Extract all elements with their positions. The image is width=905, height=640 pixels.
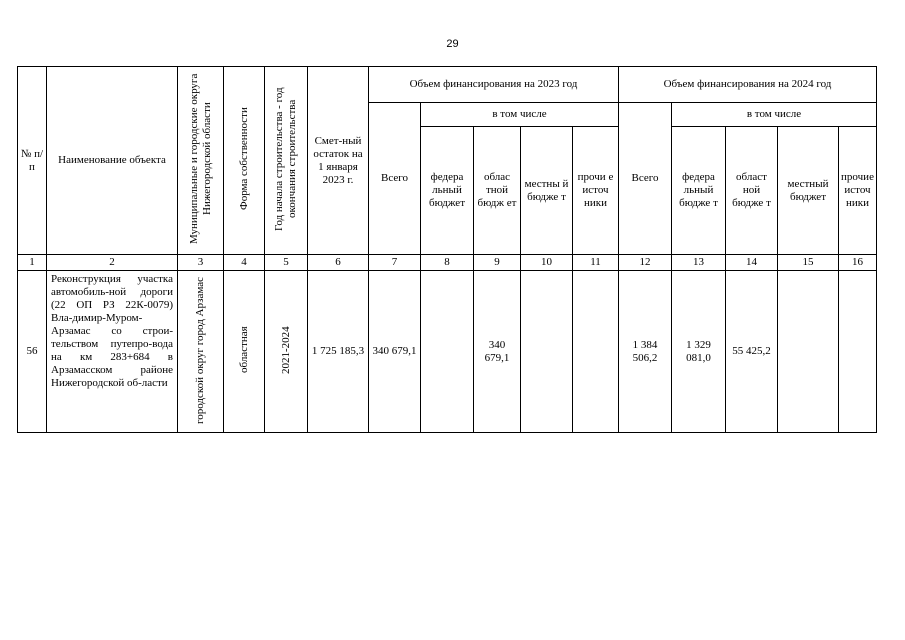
column-number: 14 — [726, 255, 778, 271]
header-fin-2023: Объем финансирования на 2023 год — [369, 67, 619, 103]
header-ownership: Форма собственности — [237, 107, 250, 210]
header-local-2024: местный бюджет — [778, 127, 839, 255]
row-federal-2024: 1 329 081,0 — [672, 271, 726, 433]
table-row — [18, 271, 877, 433]
column-number: 5 — [265, 255, 308, 271]
row-total-2024: 1 384 506,2 — [619, 271, 672, 433]
header-total-2023: Всего — [369, 103, 421, 255]
row-num: 56 — [18, 271, 47, 433]
column-number: 16 — [839, 255, 877, 271]
header-fin-2024: Объем финансирования на 2024 год — [619, 67, 877, 103]
row-total-2023: 340 679,1 — [369, 271, 421, 433]
column-number-row — [18, 255, 877, 271]
header-municipality: Муниципальные и городские округа Нижегородской области — [187, 73, 213, 244]
row-federal-2023 — [421, 271, 474, 433]
header-federal-2023: федера льный бюджет — [421, 127, 474, 255]
column-number: 15 — [778, 255, 839, 271]
header-including-2024: в том числе — [672, 103, 877, 127]
row-balance: 1 725 185,3 — [308, 271, 369, 433]
header-federal-2024: федера льный бюдже т — [672, 127, 726, 255]
column-number: 10 — [521, 255, 573, 271]
page-number: 29 — [446, 38, 459, 50]
header-local-2023: местны й бюдже т — [521, 127, 573, 255]
header-other-2024: прочие источ ники — [839, 127, 877, 255]
column-number: 9 — [474, 255, 521, 271]
column-number: 13 — [672, 255, 726, 271]
header-balance: Смет-ный остаток на 1 января 2023 г. — [308, 67, 369, 255]
column-number: 8 — [421, 255, 474, 271]
column-number: 3 — [178, 255, 224, 271]
column-number: 2 — [47, 255, 178, 271]
row-other-2024 — [839, 271, 877, 433]
row-municipality: городской округ город Арзамас — [194, 276, 206, 424]
column-number: 11 — [573, 255, 619, 271]
header-name: Наименование объекта — [47, 67, 178, 255]
column-number: 7 — [369, 255, 421, 271]
header-num: № п/п — [18, 67, 47, 255]
row-years: 2021-2024 — [279, 325, 292, 374]
financing-table — [17, 66, 877, 433]
row-object-name: Реконструкция участка автомобиль-ной дороги (22 ОП РЗ 22К-0079) Вла-димир-Муром-Арзамас со строи-тельством путепро-вода на км 283+684 в Арзамасском районе Нижегородской об-ласти — [47, 271, 178, 433]
header-years: Год начала строительства - год окончания строительства — [273, 86, 298, 231]
header-regional-2023: облас тной бюдж ет — [474, 127, 521, 255]
column-number: 4 — [224, 255, 265, 271]
row-regional-2023: 340 679,1 — [474, 271, 521, 433]
row-ownership: областная — [237, 326, 250, 373]
header-regional-2024: област ной бюдже т — [726, 127, 778, 255]
header-total-2024: Всего — [619, 103, 672, 255]
column-number: 1 — [18, 255, 47, 271]
row-regional-2024: 55 425,2 — [726, 271, 778, 433]
row-local-2024 — [778, 271, 839, 433]
column-number: 6 — [308, 255, 369, 271]
column-number: 12 — [619, 255, 672, 271]
row-local-2023 — [521, 271, 573, 433]
row-other-2023 — [573, 271, 619, 433]
header-other-2023: прочи е источ ники — [573, 127, 619, 255]
header-including-2023: в том числе — [421, 103, 619, 127]
